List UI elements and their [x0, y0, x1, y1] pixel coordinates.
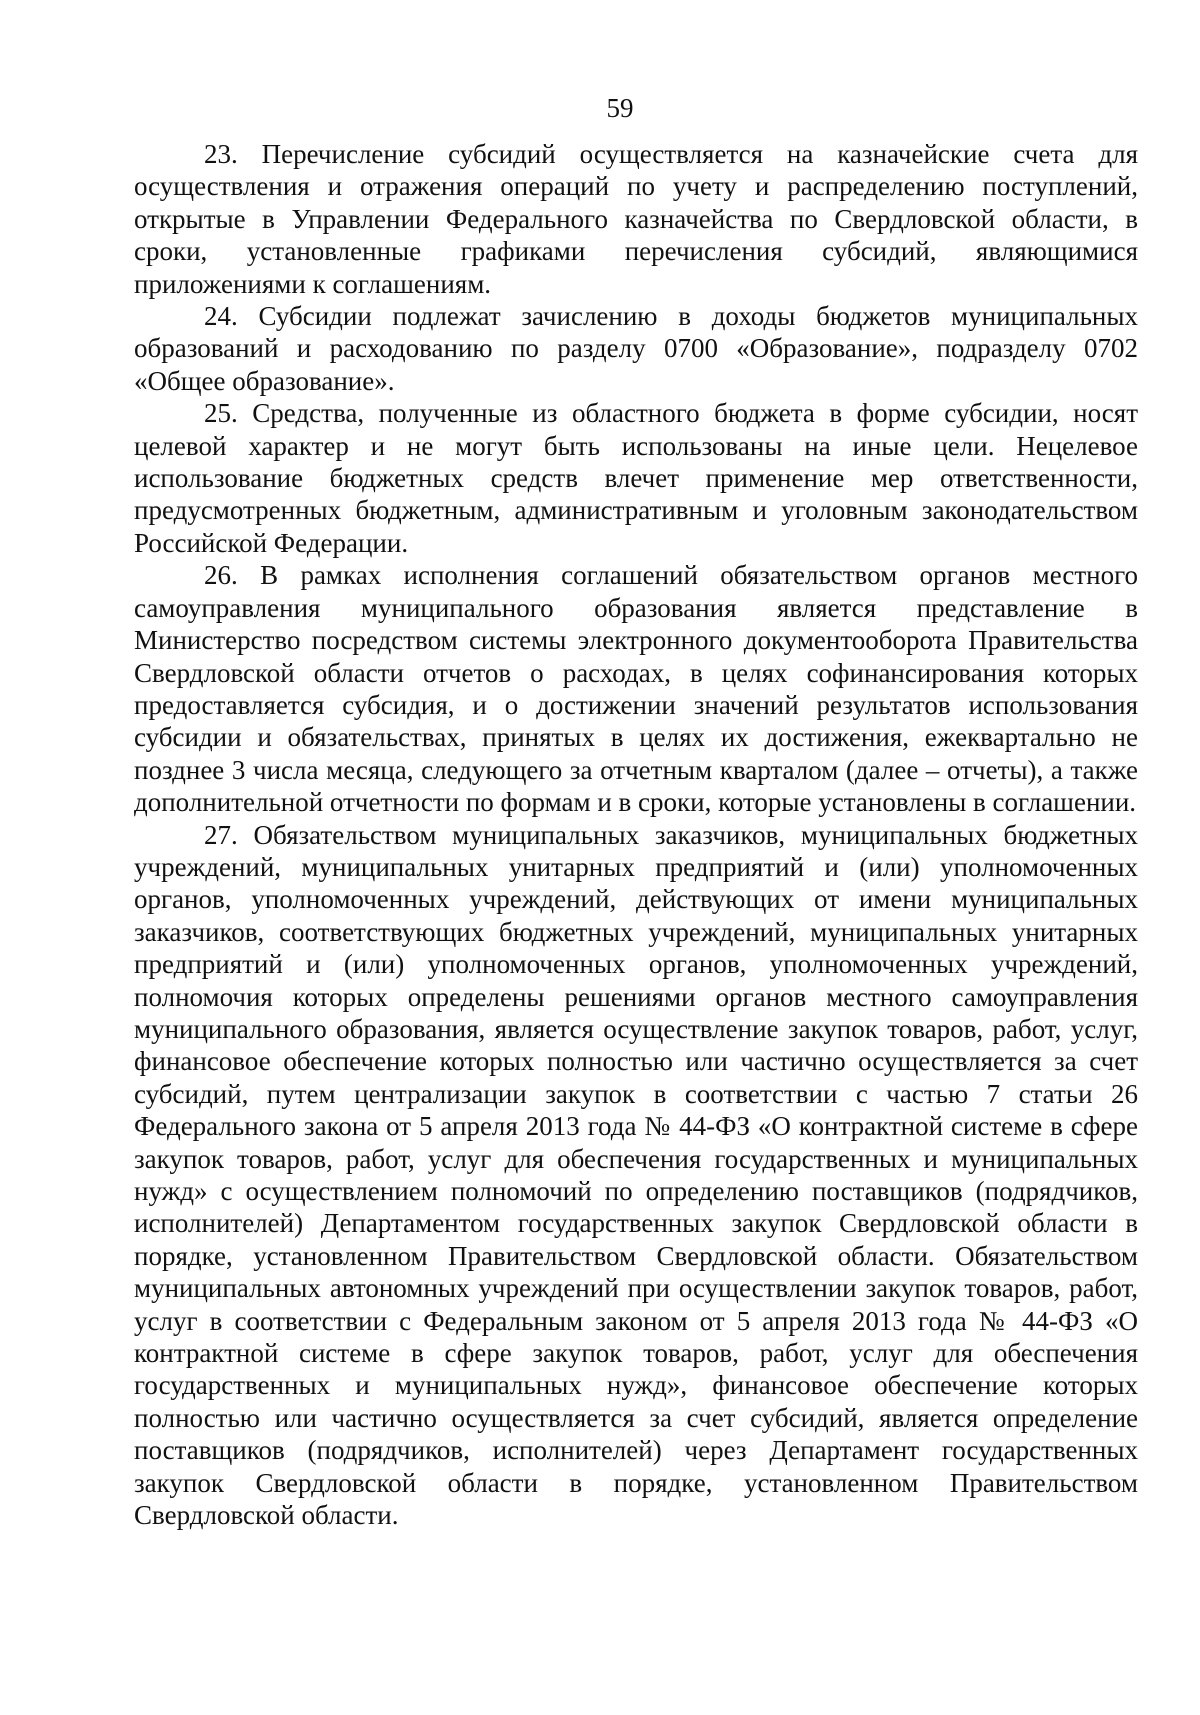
paragraph-24: 24. Субсидии подлежат зачислению в доходы бюджетов муниципальных образований и расходованию по разделу 0700 «Образование», подразделу 0702 «Общее образование». — [134, 301, 1138, 396]
paragraph-25: 25. Средства, полученные из областного бюджета в форме субсидии, носят целевой характер и не могут быть использованы на иные цели. Нецелевое использование бюджетных средств влечет применение мер ответственности, предусмотренных бюджетным, административным и уголовным законодательством Российской Федерации. — [134, 398, 1138, 558]
paragraph-26: 26. В рамках исполнения соглашений обязательством органов местного самоуправления муниципального образования является представление в Министерство посредством системы электронного документооборота Правительства Свердловской области отчетов о расходах, в целях софинансирования которых предоставляется субсидия, и о достижении значений результатов использования субсидии и обязательствах, принятых в целях их достижения, ежеквартально не позднее 3 числа месяца, следующего за отчетным кварталом (далее – отчеты), а также дополнительной отчетности по формам и в сроки, которые установлены в соглашении. — [134, 560, 1138, 818]
paragraph-27: 27. Обязательством муниципальных заказчиков, муниципальных бюджетных учреждений, муниципальных унитарных предприятий и (или) уполномоченных органов, уполномоченных учреждений, действующих от имени муниципальных заказчиков, соответствующих бюджетных учреждений, муниципальных унитарных предприятий и (или) уполномоченных органов, уполномоченных учреждений, полномочия которых определены решениями органов местного самоуправления муниципального образования, является осуществление закупок товаров, работ, услуг, финансовое обеспечение которых полностью или частично осуществляется за счет субсидий, путем централизации закупок в соответствии с частью 7 статьи 26 Федерального закона от 5 апреля 2013 года № 44-ФЗ «О контрактной системе в сфере закупок товаров, работ, услуг для обеспечения государственных и муниципальных нужд» с осуществлением полномочий по определению поставщиков (подрядчиков, исполнителей) Департаментом государственных закупок Свердловской области в порядке, установленном Правительством Свердловской области. Обязательством муниципальных автономных учреждений при осуществлении закупок товаров, работ, услуг в соответствии с Федеральным законом от 5 апреля 2013 года № 44-ФЗ «О контрактной системе в сфере закупок товаров, работ, услуг для обеспечения государственных и муниципальных нужд», финансовое обеспечение которых полностью или частично осуществляется за счет субсидий, является определение поставщиков (подрядчиков, исполнителей) через Департамент государственных закупок Свердловской области в порядке, установленном Правительством Свердловской области. — [134, 819, 1138, 1531]
paragraph-23: 23. Перечисление субсидий осуществляется на казначейские счета для осуществления и отражения операций по учету и распределению поступлений, открытые в Управлении Федерального казначейства по Свердловской области, в сроки, установленные графиками перечисления субсидий, являющимися приложениями к соглашениям. — [134, 139, 1138, 299]
document-body — [134, 138, 1138, 1531]
page-number: 59 — [606, 93, 634, 123]
